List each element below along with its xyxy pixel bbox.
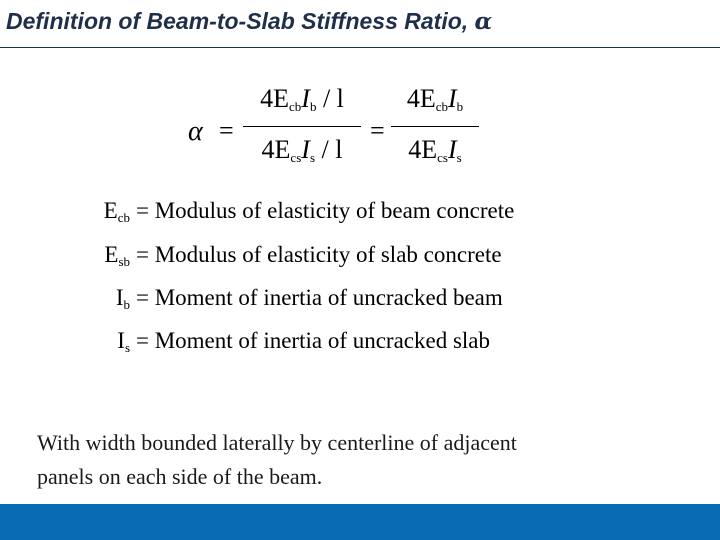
fraction-bar-2	[391, 126, 479, 127]
fraction-full	[243, 84, 361, 173]
definition-symbol: $I_s$	[117, 328, 130, 355]
slide-title-text: Definition of Beam-to-Slab Stiffness Ratio,	[6, 8, 475, 34]
width-note	[37, 426, 697, 494]
title-divider	[0, 47, 720, 48]
definition-symbol: $E_{sb}$	[104, 242, 130, 269]
slide-title	[6, 8, 718, 35]
stiffness-ratio-equation	[188, 84, 508, 184]
definition-symbol: $I_b$	[115, 285, 130, 312]
definition-symbol: $E_{cb}$	[103, 198, 130, 225]
equals-sign-1: =	[219, 116, 234, 145]
note-line-2: panels on each side of the beam.	[37, 464, 323, 489]
definition-text: = Modulus of elasticity of beam concrete	[136, 198, 515, 223]
fraction-bar-1	[243, 126, 361, 127]
fraction-simplified-denominator: $4E_{cs}I_s$	[408, 135, 462, 165]
fraction-full-denominator: $4E_{cs}I_s$ / l	[261, 135, 343, 165]
fraction-full-numerator: $4E_{cb}I_b$ / l	[260, 84, 344, 114]
definition-text: = Modulus of elasticity of slab concrete	[136, 242, 502, 267]
fraction-simplified-numerator: $4E_{cb}I_b$	[406, 84, 464, 114]
definition-text: = Moment of inertia of uncracked beam	[136, 285, 503, 310]
definition-text: = Moment of inertia of uncracked slab	[136, 328, 491, 353]
footer-bar	[0, 504, 720, 540]
equation-lhs: α	[188, 116, 203, 147]
equals-sign-2: =	[370, 116, 385, 145]
note-line-1: With width bounded laterally by centerline of adjacent	[37, 430, 517, 455]
fraction-simplified	[391, 84, 479, 173]
alpha-symbol: α	[474, 8, 493, 35]
